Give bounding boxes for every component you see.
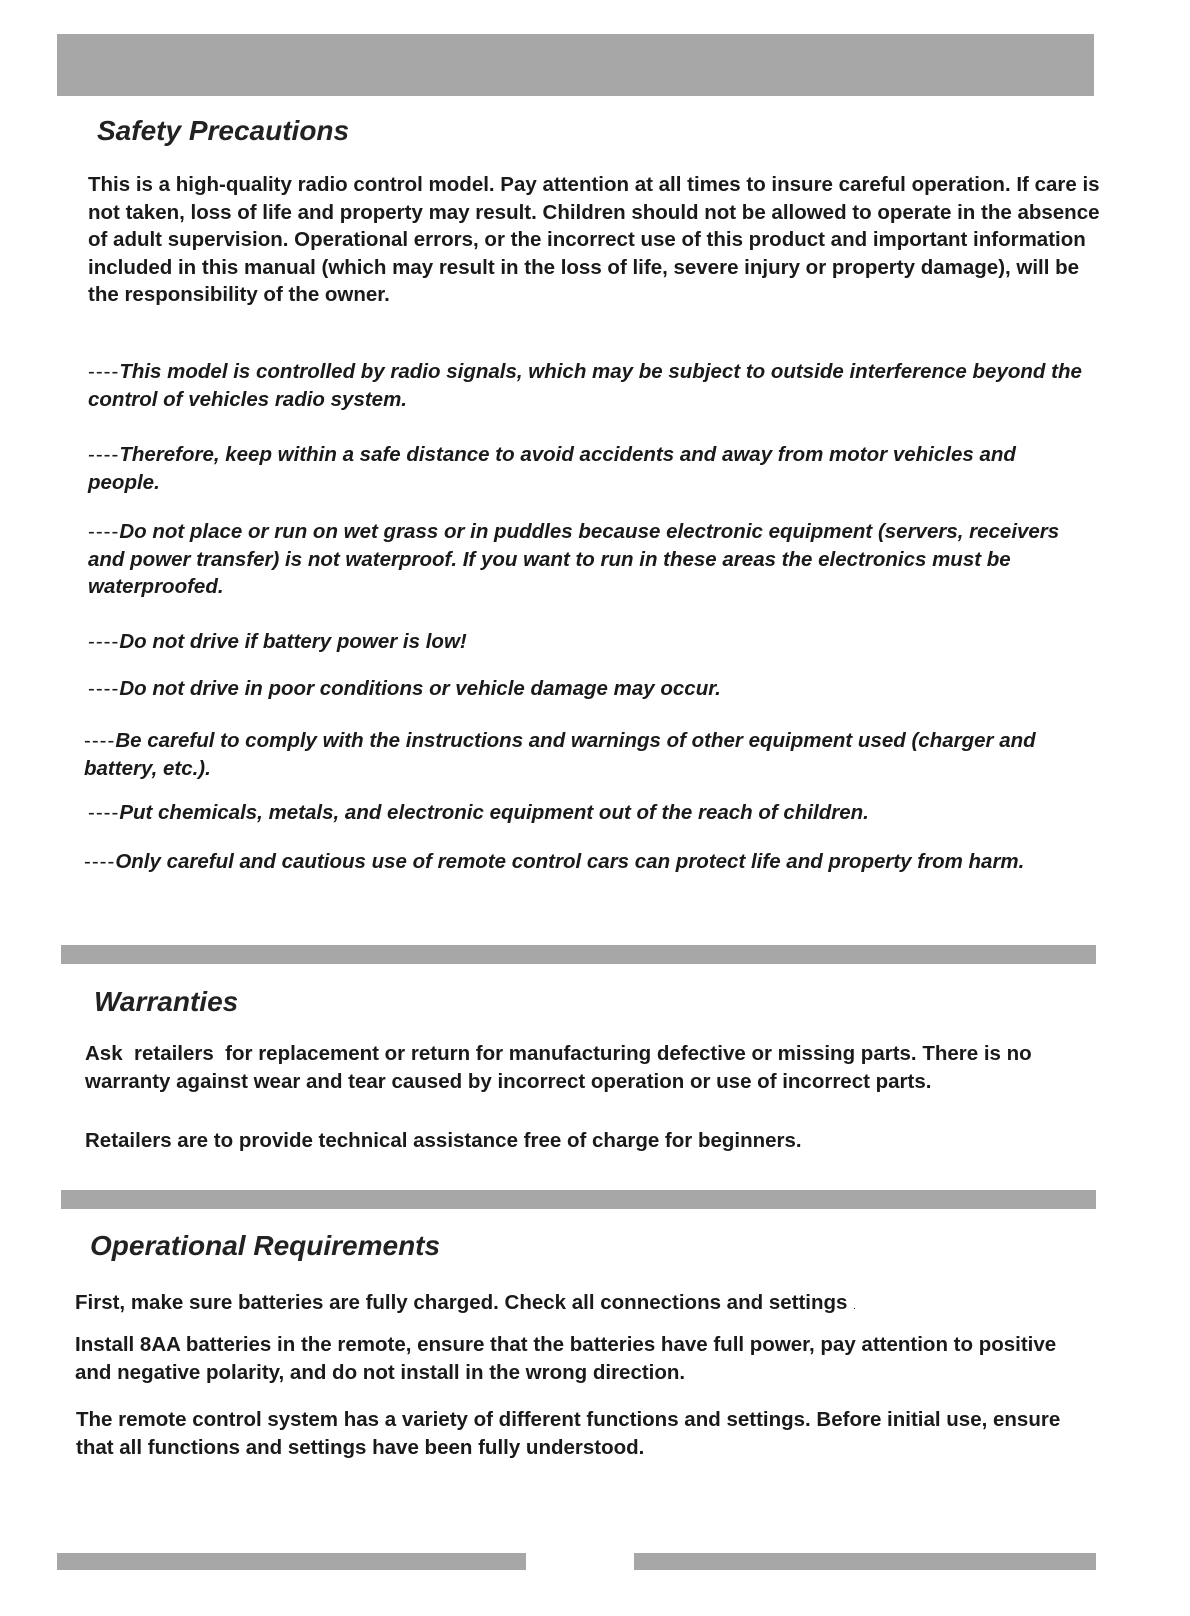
operational-para-3: The remote control system has a variety of different functions and settings. Before initial use, ensure that all functions and settings have been fully understood. xyxy=(76,1408,1061,1459)
operational-title: Operational Requirements xyxy=(90,1230,441,1261)
operational-para-1-text: First, make sure batteries are fully charged. Check all connections and settings xyxy=(75,1291,848,1314)
footer-bar-left xyxy=(57,1553,526,1570)
safety-intro: This is a high-quality radio control model. Pay attention at all times to insure careful operation. If care is not taken, loss of life and property may result. Children should not be allowed to operate in the absence of adult supervision. Operational errors, or the incorrect use of this product and important information included in this manual (which may result in the loss of life, severe injury or property damage), will be the responsibility of the owner. xyxy=(88,173,1100,306)
operational-para-1 xyxy=(75,1289,1090,1321)
safety-title: Safety Precautions xyxy=(97,115,350,146)
safety-item-text: Put chemicals, metals, and electronic equipment out of the reach of children. xyxy=(119,801,869,824)
safety-item-3 xyxy=(88,518,1088,601)
safety-item-text: This model is controlled by radio signals, which may be subject to outside interference beyond the control of vehicles radio system. xyxy=(88,360,1082,411)
warranties-para-1: Ask retailers for replacement or return for manufacturing defective or missing parts. There is no warranty against wear and tear caused by incorrect operation or use of incorrect parts. xyxy=(85,1042,1038,1093)
safety-item-text: Do not drive in poor conditions or vehicle damage may occur. xyxy=(119,677,721,700)
dash-marker: ---- xyxy=(84,850,116,873)
safety-item-2 xyxy=(88,441,1088,496)
operational-para-2: Install 8AA batteries in the remote, ensure that the batteries have full power, pay attention to positive and negative polarity, and do not install in the wrong direction. xyxy=(75,1333,1057,1384)
dash-marker: ---- xyxy=(88,520,120,543)
safety-item-4 xyxy=(88,628,1088,656)
safety-item-text: Do not place or run on wet grass or in puddles because electronic equipment (servers, receivers and power transfer) is not waterproof. If you want to run in these areas the electronics must be waterproofed. xyxy=(88,520,1060,598)
footer-bar-right xyxy=(634,1553,1096,1570)
safety-item-text: Be careful to comply with the instructions and warnings of other equipment used (charger and battery, etc.). xyxy=(84,729,1036,780)
operational-para-1-end: . xyxy=(853,1301,856,1312)
dash-marker: ---- xyxy=(88,360,120,383)
section-divider xyxy=(61,1190,1096,1209)
safety-item-5 xyxy=(88,675,1088,703)
dash-marker: ---- xyxy=(84,729,116,752)
safety-item-text: Do not drive if battery power is low! xyxy=(119,630,467,653)
safety-item-8 xyxy=(84,848,1088,876)
warranties-para-2: Retailers are to provide technical assistance free of charge for beginners. xyxy=(85,1129,802,1152)
safety-item-text: Only careful and cautious use of remote control cars can protect life and property from harm. xyxy=(115,850,1025,873)
warranties-title: Warranties xyxy=(94,986,239,1017)
safety-item-1 xyxy=(88,358,1088,413)
dash-marker: ---- xyxy=(88,801,120,824)
dash-marker: ---- xyxy=(88,443,120,466)
dash-marker: ---- xyxy=(88,677,120,700)
dash-marker: ---- xyxy=(88,630,120,653)
safety-item-7 xyxy=(88,799,1088,827)
section-divider xyxy=(61,945,1096,964)
safety-item-text: Therefore, keep within a safe distance to avoid accidents and away from motor vehicles and people. xyxy=(88,443,1016,494)
safety-item-6 xyxy=(84,727,1104,782)
header-bar xyxy=(57,34,1094,96)
